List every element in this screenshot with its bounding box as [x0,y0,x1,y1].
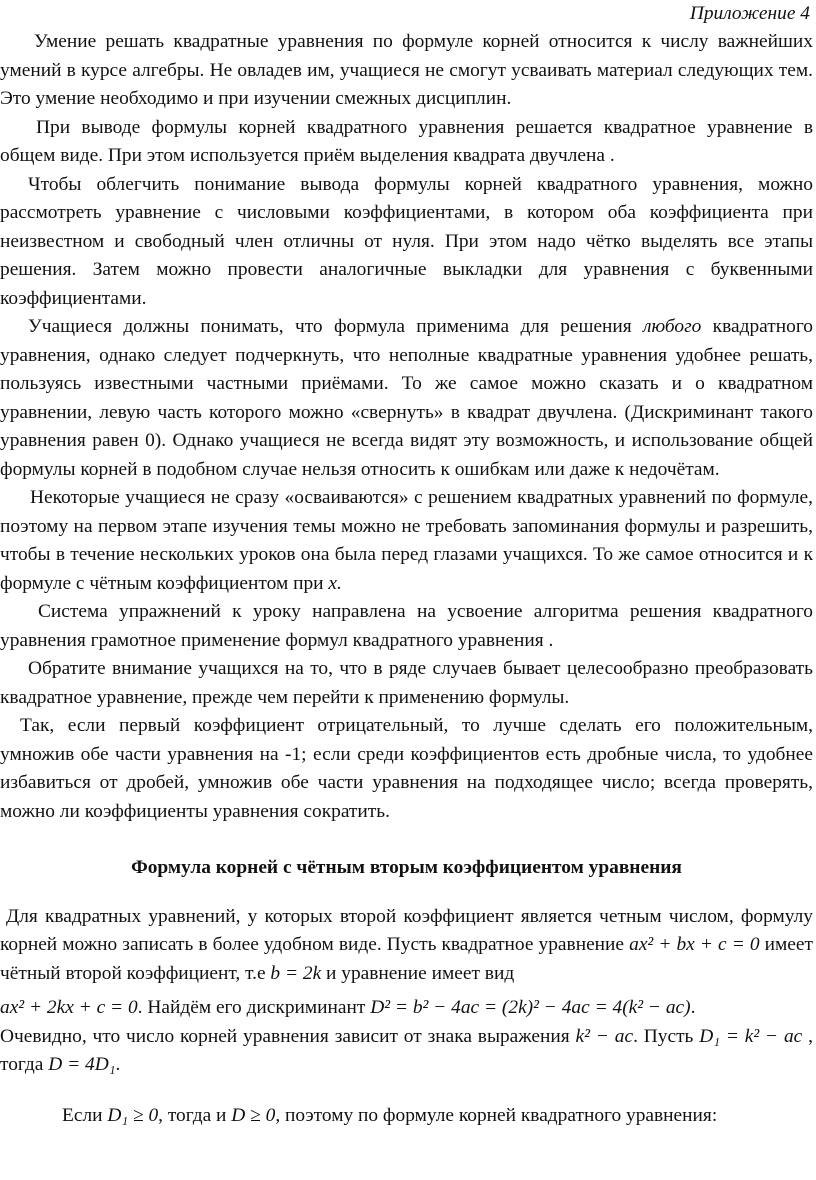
obvious-line: Очевидно, что число корней уравнения зависит от знака выражения k² − ac. Пусть D₁ = k² − ac , тогда D = 4D₁. [0,1025,813,1075]
text-even: имеет чётный второй коэффициент, т.е [0,934,813,984]
paragraph-5-emphasis: x. [328,572,342,594]
text-tail: , поэтому по формуле корней квадратного уравнения: [275,1104,718,1126]
equation-discriminant: D² = b² − 4ac = (2k)² − 4ac = 4(k² − ac) [370,997,691,1018]
paragraph-5 [0,484,813,598]
section-intro-text: Для квадратных уравнений, у которых второй коэффициент является четным числом, формулу корней можно записать в более удобном виде. Пусть квадратное уравнение [0,905,813,955]
paragraph-7: Обратите внимание учащихся на то, что в ряде случаев бывает целесообразно преобразовать квадратное уравнение, прежде чем перейти к применению формулы. [0,658,813,708]
condition-line [0,1102,813,1131]
paragraph-4-start: Учащиеся должны понимать, что формула применима для решения [28,316,644,337]
text-kind: и уравнение имеет вид [321,962,515,984]
paragraph-4-emphasis: любого [643,316,702,337]
equation-d: D = 4D₁ [48,1054,116,1075]
section-intro [0,903,813,989]
text-then: , тогда [0,1025,813,1075]
section-title: Формула корней с чётным вторым коэффициентом уравнения [131,857,682,878]
text-if: Если [62,1104,108,1126]
paragraph-3: Чтобы облегчить понимание вывода формулы корней квадратного уравнения, можно рассмотреть уравнение с числовыми коэффициентами, в котором оба коэффициента при неизвестном и свободный член отличны от нуля. При этом надо чётко выделять все этапы решения. Затем можно провести аналогичные выкладки для уравнения с буквенными коэффициентами. [0,173,813,309]
paragraph-5-start: Некоторые учащиеся не сразу «осваиваются» с решением квадратных уравнений по формуле, поэтому на первом этапе изучения темы можно не требовать запоминания формулы и разрешить, чтобы в течение нескольких уроков она была перед глазами учащихся. То же самое относится и к формуле с чётным коэффициентом при [0,487,813,594]
paragraph-2: При выводе формулы корней квадратного уравнения решается квадратное уравнение в общем виде. При этом используется приём выделения квадрата двучлена . [0,116,813,166]
equation-expression: k² − ac [575,1025,634,1047]
text-obvious: Очевидно, что число корней уравнения зависит от знака выражения [0,1025,576,1047]
appendix-label: Приложение 4 [689,3,810,24]
equation-d1: D₁ = k² − ac [699,1025,803,1047]
text-let: . Пусть [633,1025,694,1047]
document-body [0,28,813,1130]
text-disc: . Найдём его дискриминант [137,997,371,1018]
equation-condition-d1: D₁ ≥ 0 [107,1104,159,1126]
paragraph-6: Система упражнений к уроку направлена на усвоение алгоритма решения квадратного уравнения грамотное применение формул квадратного уравнения . [0,601,813,651]
equation-condition-d: D ≥ 0 [231,1104,276,1126]
discriminant-line: ax² + 2kx + c = 0. Найдём его дискриминант D² = b² − 4ac = (2k)² − 4ac = 4(k² − ac). [0,997,696,1018]
paragraph-8: Так, если первый коэффициент отрицательный, то лучше сделать его положительным, умножив обе части уравнения на -1; если среди коэффициентов есть дробные числа, то удобнее избавиться от дробей, умножив обе части уравнения на подходящее число; всегда проверять, можно ли коэффициенты уравнения сократить. [0,715,813,822]
paragraph-1: Умение решать квадратные уравнения по формуле корней относится к числу важнейших умений в курсе алгебры. Не овладев им, учащиеся не смогут усваивать материал следующих тем. Это умение необходимо и при изучении смежных дисциплин. [0,31,813,109]
equation-general: ax² + bx + c = 0 [629,934,760,955]
equation-b: b = 2k [270,962,322,984]
equation-k: ax² + 2kx + c = 0 [0,997,138,1018]
text-then-2: , тогда и [158,1104,232,1126]
paragraph-4 [0,313,813,484]
paragraph-4-end: квадратного уравнения, однако следует подчеркнуть, что неполные квадратные уравнения удобнее решать, пользуясь известными частными приёмами. То же самое можно сказать и о квадратном уравнении, левую часть которого можно «свернуть» в квадрат двучлена. (Дискриминант такого уравнения равен 0). Однако учащиеся не всегда видят эту возможность, и использование общей формулы корней в подобном случае нельзя относить к ошибкам или даже к недочётам. [0,316,813,480]
